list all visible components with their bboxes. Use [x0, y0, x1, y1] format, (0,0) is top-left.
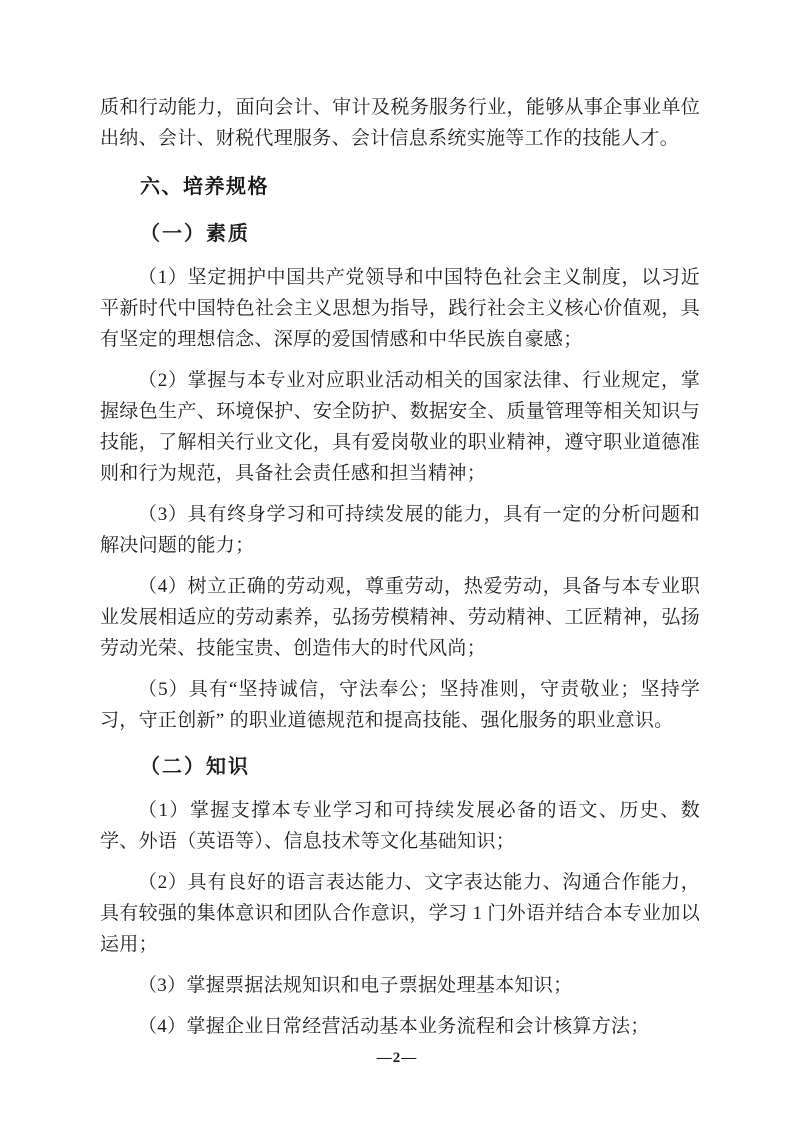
list-paragraph-quality-2: （2）掌握与本专业对应职业活动相关的国家法律、行业规定，掌握绿色生产、环境保护、安全防护、数据安全、质量管理等相关知识与技能，了解相关行业文化，具有爱岗敬业的职业精神，遵守职业道德准则和行为规范，具备社会责任感和担当精神；	[100, 370, 700, 484]
list-paragraph-quality-1: （1）坚定拥护中国共产党领导和中国特色社会主义制度，以习近平新时代中国特色社会主义思想为指导，践行社会主义核心价值观，具有坚定的理想信念、深厚的爱国情感和中华民族自豪感；	[100, 267, 700, 350]
list-paragraph-knowledge-4: （4）掌握企业日常经营活动基本业务流程和会计核算方法；	[138, 1016, 650, 1037]
list-paragraph-knowledge-2: （2）具有良好的语言表达能力、文字表达能力、沟通合作能力，具有较强的集体意识和团队合作意识，学习 1 门外语并结合本专业加以运用；	[100, 872, 700, 955]
section-heading-training-specs: 六、培养规格	[140, 176, 269, 198]
subsection-heading-quality: （一）素质	[140, 223, 250, 245]
list-paragraph-quality-5: （5）具有“坚持诚信，守法奉公；坚持准则，守责敬业；坚持学习，守正创新” 的职业道德规范和提高技能、强化服务的职业意识。	[100, 679, 700, 731]
page-number: —2—	[376, 1050, 418, 1066]
subsection-heading-knowledge: （二）知识	[140, 756, 250, 778]
list-paragraph-knowledge-3: （3）掌握票据法规知识和电子票据处理基本知识；	[138, 975, 573, 996]
list-paragraph-knowledge-1: （1）掌握支撑本专业学习和可持续发展必备的语文、历史、数学、外语（英语等）、信息技术等文化基础知识；	[100, 800, 700, 852]
list-paragraph-quality-3: （3）具有终身学习和可持续发展的能力，具有一定的分析问题和解决问题的能力；	[100, 504, 700, 556]
document-content	[100, 92, 700, 1052]
paragraph-continuation: 质和行动能力，面向会计、审计及税务服务行业，能够从事企事业单位出纳、会计、财税代理服务、会计信息系统实施等工作的技能人才。	[100, 97, 700, 149]
list-paragraph-quality-4: （4）树立正确的劳动观，尊重劳动，热爱劳动，具备与本专业职业发展相适应的劳动素养，弘扬劳模精神、劳动精神、工匠精神，弘扬劳动光荣、技能宝贵、创造伟大的时代风尚；	[100, 576, 700, 659]
